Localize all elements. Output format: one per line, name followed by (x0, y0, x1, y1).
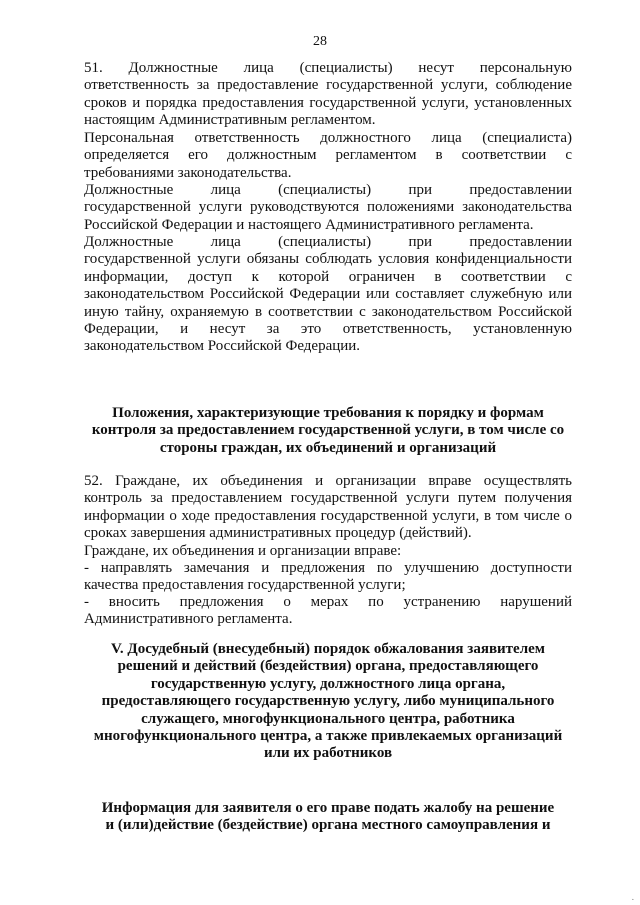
paragraph-confidentiality: Должностные лица (специалисты) при предоставлении государственной услуги обязаны соблюдать условия конфиденциальности информации, доступ к которой ограничен в соответствии с законодательством Российской Федерации или составляет служебную или иную тайну, охраняемую в соответствии с законодательством Российской Федерации, и несут за это ответственность, установленную законодательством Российской Федерации. (84, 234, 572, 355)
paragraph-rights-item-1: - направлять замечания и предложения по улучшению доступности качества предоставления государственной услуги; (84, 560, 572, 594)
section-heading-appeal: V. Досудебный (внесудебный) порядок обжалования заявителем решений и действий (бездействия) органа, предоставляющего государственную услугу, должностного лица органа, предоставляющего государственную услугу, либо муниципального служащего, многофункционального центра, работника многофункционального центра, а также привлекаемых организаций или их работников (93, 641, 563, 762)
paragraph-personal-responsibility: Персональная ответственность должностного лица (специалиста) определяется его должностным регламентом в соответствии с требованиями законодательства. (84, 130, 572, 181)
section-heading-control: Положения, характеризующие требования к порядку и формам контроля за предоставлением государственной услуги, в том числе со стороны граждан, их объединений и организаций (91, 405, 565, 456)
section-heading-complaint-info: Информация для заявителя о его праве подать жалобу на решение и (или)действие (бездействие) органа местного самоуправления и (101, 800, 555, 834)
paragraph-52: 52. Граждане, их объединения и организации вправе осуществлять контроль за предоставлением государственной услуги путем получения информации о ходе предоставления государственной услуги, в том числе о сроках завершения административных процедур (действий). (84, 473, 572, 542)
corner-mark: . (631, 892, 634, 902)
page-number: 28 (313, 34, 327, 49)
paragraph-51: 51. Должностные лица (специалисты) несут персональную ответственность за предоставление государственной услуги, соблюдение сроков и порядка предоставления государственной услуги, установленных настоящим Административным регламентом. (84, 60, 572, 129)
paragraph-rights-intro: Граждане, их объединения и организации вправе: (84, 543, 402, 559)
paragraph-officials-guided: Должностные лица (специалисты) при предоставлении государственной услуги руководствуются положениями законодательства Российской Федерации и настоящего Административного регламента. (84, 182, 572, 233)
paragraph-rights-item-2: - вносить предложения о мерах по устранению нарушений Административного регламента. (84, 594, 572, 628)
